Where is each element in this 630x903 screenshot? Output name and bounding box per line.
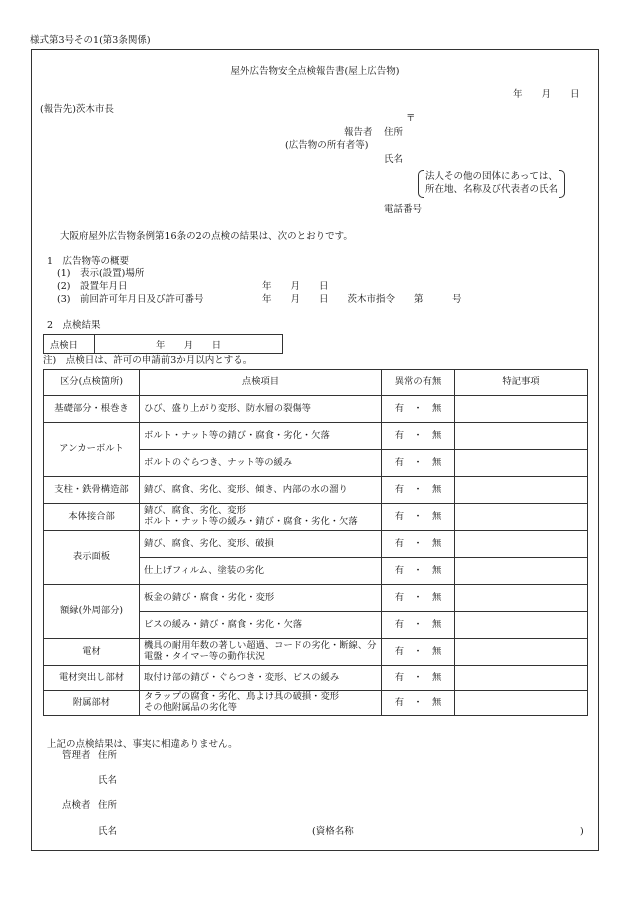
table-row	[44, 531, 588, 558]
remarks-cell[interactable]	[455, 612, 588, 639]
category-cell: 本体接合部	[44, 504, 140, 531]
postal-mark: 〒	[406, 113, 416, 124]
category-cell: 表示面板	[44, 531, 140, 585]
inspection-note: 注) 点検日は、許可の申請前3か月以内とする。	[43, 355, 253, 366]
check-item-cell: ひび、盛り上がり変形、防水層の裂傷等	[140, 396, 382, 423]
prev-permit-value: 年 月 日 茨木市指令 第 号	[262, 294, 462, 305]
category-cell: 支柱・鉄骨構造部	[44, 477, 140, 504]
section1-title: 1 広告物等の概要	[47, 256, 130, 267]
category-cell: 電材	[44, 639, 140, 666]
check-item-cell: 機具の耐用年数の著しい超過、コードの劣化・断線、分電盤・タイマー等の動作状況	[140, 639, 382, 666]
remarks-cell[interactable]	[455, 558, 588, 585]
abnormality-choice[interactable]: 有 ・ 無	[382, 585, 455, 612]
category-cell: 附属部材	[44, 691, 140, 716]
category-cell: アンカーボルト	[44, 423, 140, 477]
remarks-cell[interactable]	[455, 504, 588, 531]
abnormality-choice[interactable]: 有 ・ 無	[382, 504, 455, 531]
check-item-cell: 板金の錆び・腐食・劣化・変形	[140, 585, 382, 612]
category-cell: 基礎部分・根巻き	[44, 396, 140, 423]
qualification-close: )	[580, 826, 584, 837]
check-item-cell: 錆び、腐食、劣化、変形、破損	[140, 531, 382, 558]
inspector-label: 点検者	[62, 800, 91, 811]
abnormality-choice[interactable]: 有 ・ 無	[382, 450, 455, 477]
install-date-value: 年 月 日	[262, 281, 329, 292]
phone-label: 電話番号	[384, 204, 423, 215]
abnormality-choice[interactable]: 有 ・ 無	[382, 531, 455, 558]
table-row	[44, 423, 588, 450]
intro-text: 大阪府屋外広告物条例第16条の2の点検の結果は、次のとおりです。	[60, 231, 353, 242]
table-row	[44, 666, 588, 691]
header-item: 点検項目	[140, 370, 382, 396]
remarks-cell[interactable]	[455, 531, 588, 558]
remarks-cell[interactable]	[455, 477, 588, 504]
table-row	[44, 504, 588, 531]
inspector-name-label: 氏名	[98, 826, 118, 837]
table-row	[44, 477, 588, 504]
check-item-cell: タラップの腐食・劣化、鳥よけ具の破損・変形 その他附属品の劣化等	[140, 691, 382, 716]
inspection-date-value[interactable]: 年 月 日	[95, 335, 283, 354]
reporter-name-label: 氏名	[384, 154, 404, 165]
form-number: 様式第3号その1(第3条関係)	[30, 35, 151, 46]
check-item-cell: ボルトのぐらつき、ナット等の緩み	[140, 450, 382, 477]
abnormality-choice[interactable]: 有 ・ 無	[382, 558, 455, 585]
abnormality-choice[interactable]: 有 ・ 無	[382, 423, 455, 450]
manager-address-label: 住所	[98, 750, 118, 761]
section2-title: 2 点検結果	[47, 320, 101, 331]
abnormality-choice[interactable]: 有 ・ 無	[382, 639, 455, 666]
remarks-cell[interactable]	[455, 691, 588, 716]
corporation-note-1: 法人その他の団体にあっては、	[425, 171, 558, 182]
category-cell: 額縁(外周部分)	[44, 585, 140, 639]
check-item-cell: 錆び、腐食、劣化、変形、傾き、内部の水の溜り	[140, 477, 382, 504]
corporation-note-2: 所在地、名称及び代表者の氏名	[425, 184, 559, 195]
header-category: 区分(点検箇所)	[44, 370, 140, 396]
inspector-address-label: 住所	[98, 800, 118, 811]
manager-name-label: 氏名	[98, 775, 118, 786]
check-item-cell: 錆び、腐食、劣化、変形 ボルト・ナット等の緩み・錆び・腐食・劣化・欠落	[140, 504, 382, 531]
table-row	[44, 396, 588, 423]
abnormality-choice[interactable]: 有 ・ 無	[382, 612, 455, 639]
manager-label: 管理者	[62, 750, 91, 761]
remarks-cell[interactable]	[455, 666, 588, 691]
check-item-cell: ボルト・ナット等の錆び・腐食・劣化・欠落	[140, 423, 382, 450]
check-item-cell: 取付け部の錆び・ぐらつき・変形、ビスの緩み	[140, 666, 382, 691]
inspection-table	[43, 369, 588, 716]
closing-statement: 上記の点検結果は、事実に相違ありません。	[47, 739, 238, 750]
header-abnormal: 異常の有無	[382, 370, 455, 396]
page-title: 屋外広告物安全点検報告書(屋上広告物)	[230, 66, 400, 77]
reporter-label: 報告者	[344, 127, 373, 138]
table-row	[44, 691, 588, 716]
addressee: (報告先)茨木市長	[40, 104, 114, 115]
remarks-cell[interactable]	[455, 396, 588, 423]
inspection-date-box	[43, 334, 283, 354]
report-date: 年 月 日	[513, 89, 580, 100]
section1-item-prev-permit: (3) 前回許可年月日及び許可番号	[57, 294, 204, 305]
inspection-date-label: 点検日	[44, 335, 95, 354]
check-item-cell: ビスの緩み・錆び・腐食・劣化・欠落	[140, 612, 382, 639]
remarks-cell[interactable]	[455, 450, 588, 477]
abnormality-choice[interactable]: 有 ・ 無	[382, 691, 455, 716]
check-item-cell: 仕上げフィルム、塗装の劣化	[140, 558, 382, 585]
remarks-cell[interactable]	[455, 585, 588, 612]
abnormality-choice[interactable]: 有 ・ 無	[382, 396, 455, 423]
owner-note: (広告物の所有者等)	[285, 140, 369, 151]
section1-item-install-date: (2) 設置年月日	[57, 281, 128, 292]
qualification-label: (資格名称	[312, 826, 354, 837]
reporter-address-label: 住所	[384, 127, 404, 138]
section1-item-location: (1) 表示(設置)場所	[57, 268, 145, 279]
abnormality-choice[interactable]: 有 ・ 無	[382, 477, 455, 504]
remarks-cell[interactable]	[455, 639, 588, 666]
abnormality-choice[interactable]: 有 ・ 無	[382, 666, 455, 691]
table-row	[44, 639, 588, 666]
category-cell: 電材突出し部材	[44, 666, 140, 691]
header-remarks: 特記事項	[455, 370, 588, 396]
table-row	[44, 585, 588, 612]
remarks-cell[interactable]	[455, 423, 588, 450]
